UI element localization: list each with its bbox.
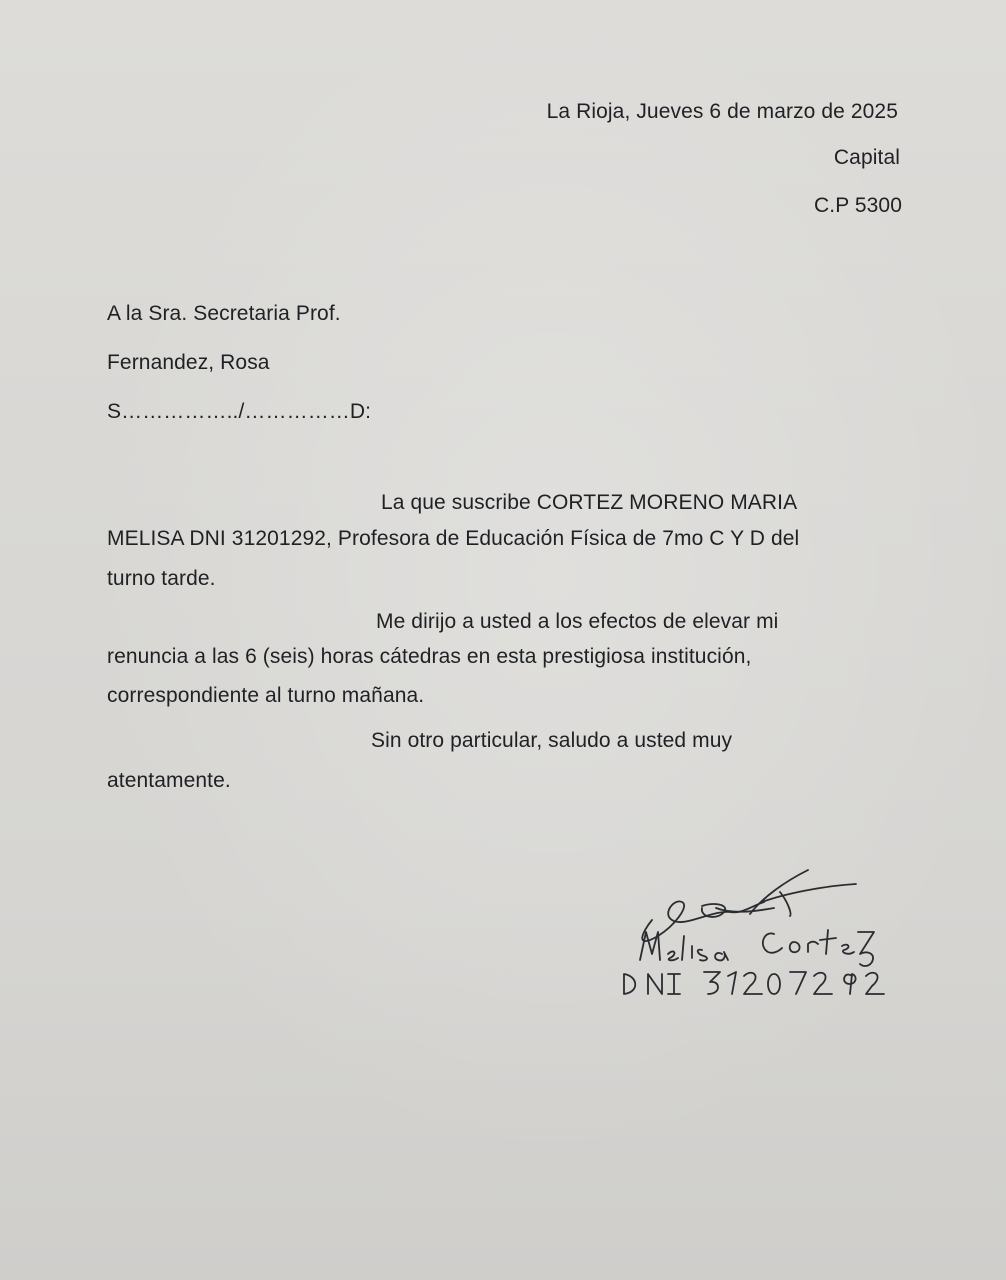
paragraph-1-line-2: MELISA DNI 31201292, Profesora de Educación Física de 7mo C Y D del bbox=[107, 527, 800, 550]
paragraph-1-line-3: turno tarde. bbox=[107, 567, 216, 590]
handwritten-signature bbox=[612, 862, 902, 1012]
postal-code: C.P 5300 bbox=[814, 194, 902, 217]
recipient-name: Fernandez, Rosa bbox=[107, 351, 270, 374]
place-date: La Rioja, Jueves 6 de marzo de 2025 bbox=[546, 100, 898, 123]
paragraph-2-line-2: renuncia a las 6 (seis) horas cátedras en esta prestigiosa institución, bbox=[107, 645, 752, 668]
paragraph-3-line-2: atentamente. bbox=[107, 769, 231, 792]
recipient-salutation: S……………../……………D: bbox=[107, 400, 372, 423]
paragraph-3-line-1: Sin otro particular, saludo a usted muy bbox=[371, 729, 733, 752]
signature-drawing bbox=[612, 862, 902, 1012]
recipient-title: A la Sra. Secretaria Prof. bbox=[107, 302, 341, 325]
city: Capital bbox=[833, 146, 900, 169]
paragraph-2-line-3: correspondiente al turno mañana. bbox=[107, 684, 425, 707]
paragraph-2-line-1: Me dirijo a usted a los efectos de elevar mi bbox=[376, 610, 779, 633]
paragraph-1-line-1: La que suscribe CORTEZ MORENO MARIA bbox=[381, 491, 798, 514]
